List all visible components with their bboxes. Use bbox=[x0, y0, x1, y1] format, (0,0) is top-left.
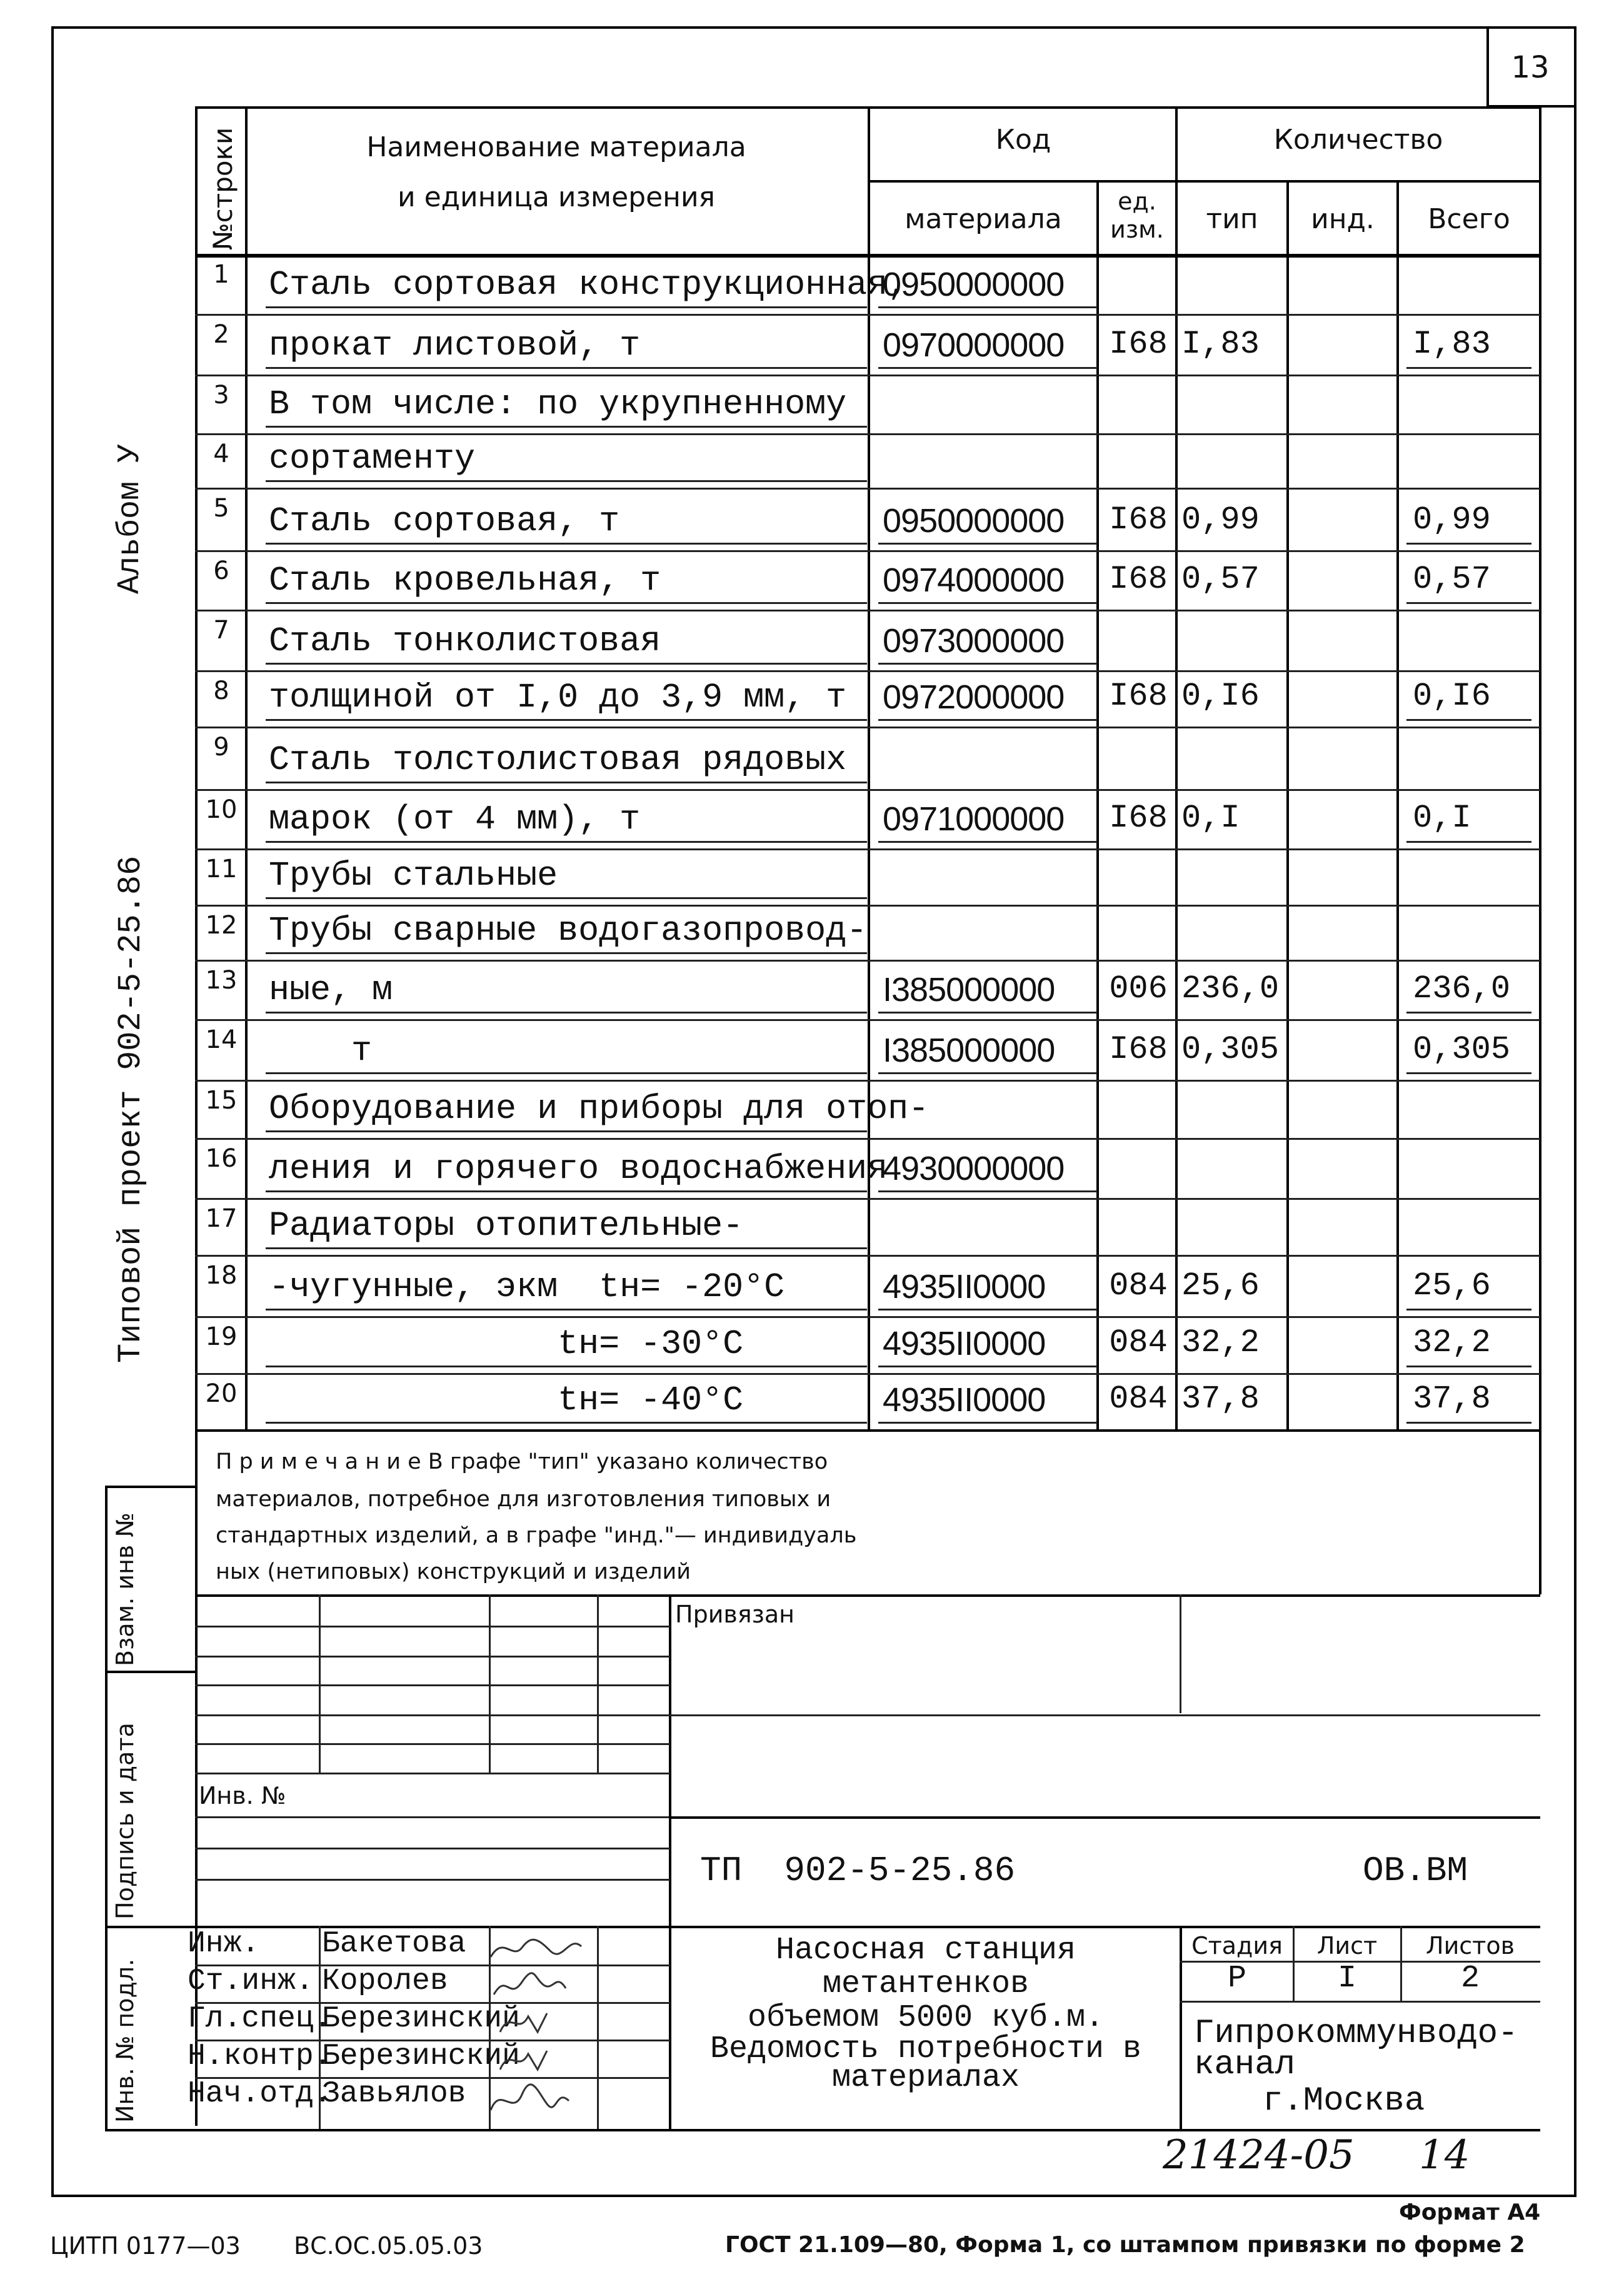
code-underline bbox=[878, 1190, 1097, 1192]
code-underline bbox=[878, 367, 1097, 369]
row-underline bbox=[266, 480, 867, 482]
row-name: толщиной от I,0 до 3,9 мм, т bbox=[269, 678, 847, 717]
row-qty-total: 0,305 bbox=[1413, 1031, 1511, 1068]
header-quantity: Количество bbox=[1273, 124, 1443, 156]
row-qty-total: 25,6 bbox=[1413, 1267, 1491, 1304]
row-name: tн= -40°С bbox=[269, 1381, 744, 1420]
row-name: Сталь тонколистовая bbox=[269, 621, 661, 661]
row-qty-type: 32,2 bbox=[1181, 1324, 1260, 1361]
row-qty-total: 0,99 bbox=[1413, 501, 1491, 538]
title-line3: объемом 5000 куб.м. bbox=[747, 2000, 1105, 2036]
row-name: Сталь сортовая конструкционная, bbox=[269, 265, 909, 304]
row-unit: I68 bbox=[1109, 561, 1168, 598]
row-code: 0973000000 bbox=[883, 622, 1065, 660]
row-code: 4930000000 bbox=[883, 1150, 1065, 1187]
row-number: 16 bbox=[205, 1144, 238, 1173]
header-row-no: №строки bbox=[208, 127, 238, 250]
handwritten-page: 14 bbox=[1419, 2132, 1470, 2178]
title-line5: материалах bbox=[831, 2060, 1020, 2096]
row-code: 0974000000 bbox=[883, 561, 1065, 599]
row-code: 0971000000 bbox=[883, 800, 1065, 838]
row-qty-total: 236,0 bbox=[1413, 970, 1511, 1007]
doc-mark: ОВ.ВМ bbox=[1363, 1851, 1468, 1891]
row-unit: 084 bbox=[1109, 1324, 1168, 1361]
row-qty-type: 0,I bbox=[1181, 800, 1240, 837]
row-underline bbox=[266, 1309, 867, 1311]
org-line1: Гипрокоммунводо- bbox=[1194, 2015, 1518, 2053]
code-underline bbox=[878, 1366, 1097, 1367]
row-qty-total: I,83 bbox=[1413, 326, 1491, 363]
row-name: -чугунные, экм tн= -20°С bbox=[269, 1267, 785, 1307]
stamp-vzam: Взам. инв № bbox=[111, 1512, 139, 1666]
row-qty-total: 37,8 bbox=[1413, 1381, 1491, 1417]
row-underline bbox=[266, 952, 867, 954]
row-name: ления и горячего водоснабжения bbox=[269, 1149, 888, 1189]
row-number: 6 bbox=[213, 556, 229, 585]
row-qty-type: 0,57 bbox=[1181, 561, 1260, 598]
row-code: I385000000 bbox=[883, 1032, 1055, 1069]
row-name: Радиаторы отопительные- bbox=[269, 1206, 744, 1245]
format-label: Формат А4 bbox=[1399, 2200, 1541, 2225]
row-number: 5 bbox=[213, 494, 229, 523]
row-qty-total: 32,2 bbox=[1413, 1324, 1491, 1361]
row-number: 11 bbox=[205, 855, 238, 883]
row-number: 3 bbox=[213, 381, 229, 410]
row-qty-type: 236,0 bbox=[1181, 970, 1280, 1007]
code-underline bbox=[878, 663, 1097, 665]
row-underline bbox=[266, 782, 867, 783]
row-code: 0950000000 bbox=[883, 502, 1065, 540]
row-name: Оборудование и приборы для отоп- bbox=[269, 1089, 930, 1129]
sheet-value: I bbox=[1337, 1961, 1356, 1996]
row-underline bbox=[266, 1422, 867, 1424]
code-underline bbox=[878, 602, 1097, 604]
total-underline bbox=[1406, 602, 1531, 604]
row-name: ные, м bbox=[269, 970, 393, 1010]
row-unit: I68 bbox=[1109, 1031, 1168, 1068]
row-underline bbox=[266, 1366, 867, 1367]
row-underline bbox=[266, 1247, 867, 1249]
row-underline bbox=[266, 1012, 867, 1014]
row-name: Сталь толстолистовая рядовых bbox=[269, 740, 847, 780]
row-code: 4935II0000 bbox=[883, 1325, 1046, 1362]
privyazan-label: Привязан bbox=[675, 1601, 794, 1628]
row-number: 19 bbox=[205, 1322, 238, 1351]
org-line3: г.Москва bbox=[1263, 2082, 1425, 2120]
row-qty-type: I,83 bbox=[1181, 326, 1260, 363]
header-code-material: материала bbox=[905, 203, 1062, 235]
row-number: 7 bbox=[213, 616, 229, 645]
row-unit: 084 bbox=[1109, 1381, 1168, 1417]
row-underline bbox=[266, 663, 867, 665]
row-qty-type: 37,8 bbox=[1181, 1381, 1260, 1417]
row-qty-type: 0,I6 bbox=[1181, 678, 1260, 715]
total-underline bbox=[1406, 1309, 1531, 1311]
header-code: Код bbox=[995, 124, 1051, 156]
row-number: 2 bbox=[213, 320, 229, 349]
row-number: 20 bbox=[205, 1379, 238, 1408]
row-name: марок (от 4 мм), т bbox=[269, 800, 641, 839]
staff-name: Королев bbox=[322, 1965, 448, 1998]
row-code: 4935II0000 bbox=[883, 1381, 1046, 1419]
header-code-unit-2: изм. bbox=[1110, 216, 1164, 243]
staff-role: Ст.инж. bbox=[188, 1965, 314, 1998]
header-q-ind: инд. bbox=[1311, 203, 1375, 235]
row-underline bbox=[266, 367, 867, 369]
staff-name: Бакетова bbox=[322, 1927, 466, 1961]
doc-code: ТП 902-5-25.86 bbox=[700, 1851, 1016, 1891]
title-line4: Ведомость потребности в bbox=[709, 2031, 1142, 2067]
row-code: 0950000000 bbox=[883, 266, 1065, 303]
row-unit: I68 bbox=[1109, 800, 1168, 837]
row-number: 18 bbox=[205, 1261, 238, 1290]
row-name: сортаменту bbox=[269, 439, 476, 478]
code-underline bbox=[878, 1072, 1097, 1074]
row-number: 9 bbox=[213, 733, 229, 762]
sheet-number: 13 bbox=[1511, 50, 1550, 85]
sheets-header: Листов bbox=[1426, 1932, 1515, 1959]
row-number: 14 bbox=[205, 1025, 238, 1054]
row-qty-total: 0,I bbox=[1413, 800, 1471, 837]
total-underline bbox=[1406, 1422, 1531, 1424]
code-underline bbox=[878, 1012, 1097, 1014]
row-name: Трубы сварные водогазопровод- bbox=[269, 911, 868, 950]
stage-value: Р bbox=[1227, 1961, 1246, 1996]
total-underline bbox=[1406, 841, 1531, 843]
row-code: 0970000000 bbox=[883, 326, 1065, 364]
title-line1: Насосная станция bbox=[775, 1933, 1076, 1968]
row-code: 0972000000 bbox=[883, 678, 1065, 716]
row-number: 4 bbox=[213, 440, 229, 468]
row-underline bbox=[266, 1190, 867, 1192]
row-underline bbox=[266, 897, 867, 899]
sheets-value: 2 bbox=[1460, 1961, 1480, 1996]
total-underline bbox=[1406, 367, 1531, 369]
row-qty-type: 0,305 bbox=[1181, 1031, 1280, 1068]
row-number: 15 bbox=[205, 1086, 238, 1115]
total-underline bbox=[1406, 543, 1531, 545]
header-name-line2: и единица измерения bbox=[397, 181, 716, 213]
header-q-type: тип bbox=[1206, 203, 1258, 235]
row-unit: I68 bbox=[1109, 678, 1168, 715]
staff-role: Инж. bbox=[188, 1927, 260, 1961]
handwritten-number: 21424-05 bbox=[1163, 2132, 1355, 2178]
row-qty-type: 0,99 bbox=[1181, 501, 1260, 538]
row-underline bbox=[266, 426, 867, 428]
row-underline bbox=[266, 306, 867, 308]
row-number: 12 bbox=[205, 911, 238, 940]
note-line4: ных (нетиповых) конструкций и изделий bbox=[216, 1559, 691, 1584]
staff-role: Нач.отд. bbox=[188, 2077, 332, 2111]
row-number: 1 bbox=[213, 260, 229, 289]
row-code: 4935II0000 bbox=[883, 1268, 1046, 1305]
sheet-header: Лист bbox=[1316, 1932, 1378, 1959]
row-name: В том числе: по укрупненному bbox=[269, 385, 847, 424]
staff-name: Березинский bbox=[322, 2002, 520, 2036]
row-name: прокат листовой, т bbox=[269, 326, 641, 365]
row-number: 8 bbox=[213, 677, 229, 705]
row-underline bbox=[266, 841, 867, 843]
row-underline bbox=[266, 602, 867, 604]
total-underline bbox=[1406, 1366, 1531, 1367]
row-unit: I68 bbox=[1109, 501, 1168, 538]
header-code-unit-1: ед. bbox=[1118, 188, 1156, 215]
row-code: I385000000 bbox=[883, 971, 1055, 1009]
row-number: 10 bbox=[205, 795, 238, 824]
org-line2: канал bbox=[1194, 2046, 1296, 2084]
row-underline bbox=[266, 719, 867, 721]
signatures bbox=[488, 1929, 600, 2129]
total-underline bbox=[1406, 719, 1531, 721]
total-underline bbox=[1406, 1012, 1531, 1014]
row-unit: 084 bbox=[1109, 1267, 1168, 1304]
code-underline bbox=[878, 841, 1097, 843]
row-qty-type: 25,6 bbox=[1181, 1267, 1260, 1304]
inv-no-label: Инв. № bbox=[199, 1782, 286, 1809]
row-underline bbox=[266, 1130, 867, 1132]
stage-header: Стадия bbox=[1191, 1932, 1283, 1959]
footer-mid: ВС.ОС.05.05.03 bbox=[294, 2232, 483, 2260]
note-line2: материалов, потребное для изготовления типовых и bbox=[216, 1487, 831, 1512]
row-name: Трубы стальные bbox=[269, 856, 558, 895]
stamp-podpis: Подпись и дата bbox=[111, 1723, 139, 1919]
staff-role: Н.контр. bbox=[188, 2040, 332, 2073]
code-underline bbox=[878, 1422, 1097, 1424]
row-qty-total: 0,I6 bbox=[1413, 678, 1491, 715]
staff-role: Гл.спец. bbox=[188, 2002, 332, 2036]
header-q-total: Всего bbox=[1428, 203, 1510, 235]
staff-name: Березинский bbox=[322, 2040, 520, 2073]
staff-name: Завьялов bbox=[322, 2077, 466, 2111]
row-number: 17 bbox=[205, 1204, 238, 1233]
row-underline bbox=[266, 543, 867, 545]
row-qty-total: 0,57 bbox=[1413, 561, 1491, 598]
code-underline bbox=[878, 543, 1097, 545]
row-name: т bbox=[269, 1031, 373, 1070]
code-underline bbox=[878, 306, 1097, 308]
row-name: Сталь кровельная, т bbox=[269, 561, 661, 600]
note-line1: П р и м е ч а н и е В графе "тип" указано количество bbox=[216, 1449, 828, 1474]
row-number: 13 bbox=[205, 966, 238, 995]
album-label: Альбом У bbox=[113, 443, 148, 594]
row-unit: 006 bbox=[1109, 970, 1168, 1007]
row-underline bbox=[266, 1072, 867, 1074]
stamp-inv-podl: Инв. № подл. bbox=[111, 1958, 139, 2123]
header-name-line1: Наименование материала bbox=[366, 131, 746, 163]
row-unit: I68 bbox=[1109, 326, 1168, 363]
footer-left: ЦИТП 0177—03 bbox=[50, 2232, 241, 2260]
row-name: tн= -30°С bbox=[269, 1324, 744, 1364]
total-underline bbox=[1406, 1072, 1531, 1074]
row-name: Сталь сортовая, т bbox=[269, 501, 620, 541]
code-underline bbox=[878, 719, 1097, 721]
footer-right: ГОСТ 21.109—80, Форма 1, со штампом привязки по форме 2 bbox=[725, 2232, 1525, 2258]
note-line3: стандартных изделий, а в графе "инд."— индивидуаль bbox=[216, 1523, 857, 1548]
title-line2: метантенков bbox=[822, 1966, 1030, 2002]
project-label: Типовой проект 902-5-25.86 bbox=[113, 855, 149, 1363]
code-underline bbox=[878, 1309, 1097, 1311]
